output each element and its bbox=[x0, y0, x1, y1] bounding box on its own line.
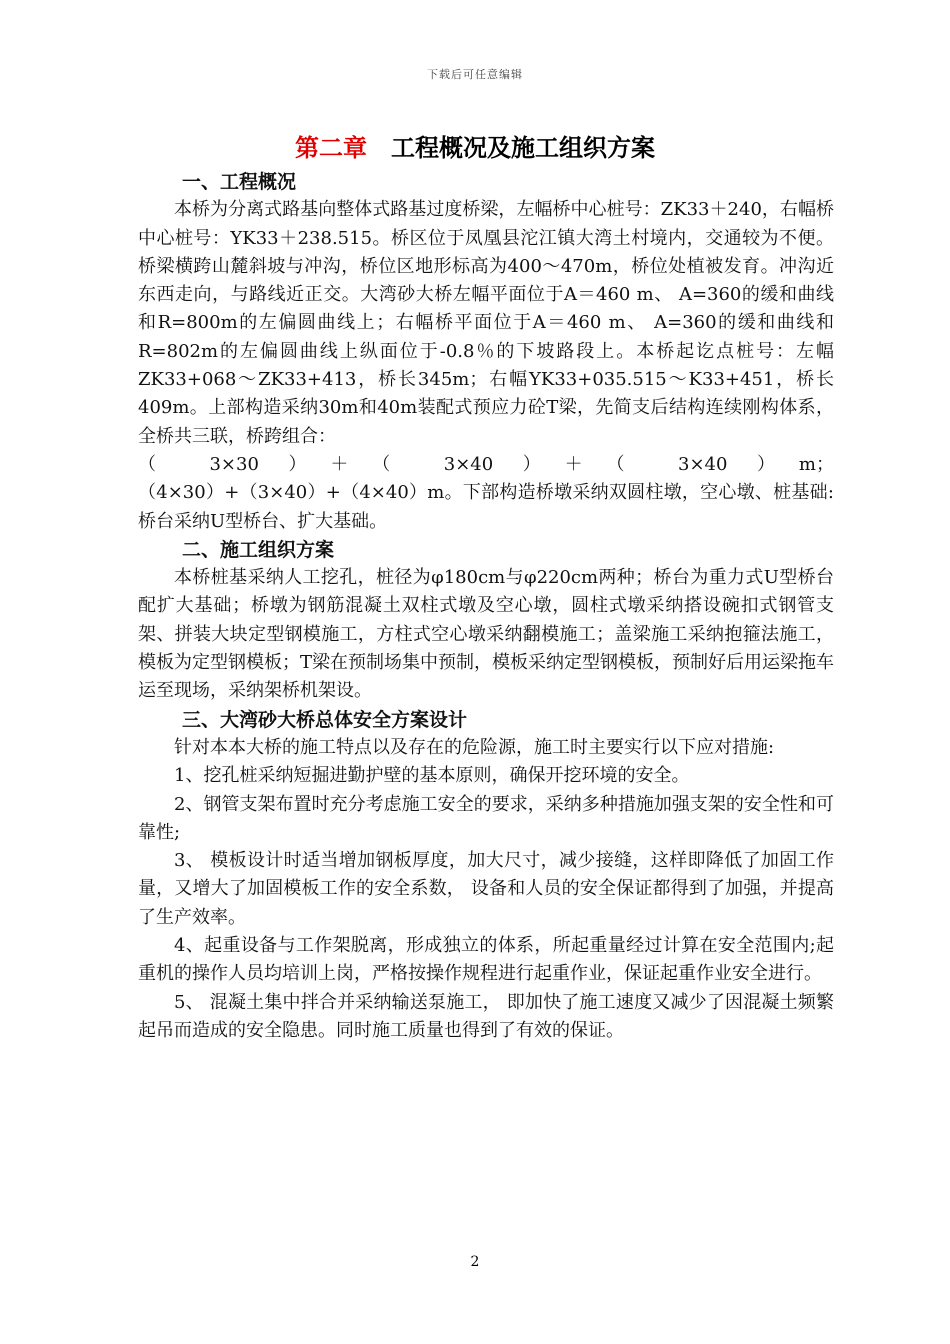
safety-item: 4、起重设备与工作架脱离，形成独立的体系，所起重量经过计算在安全范围内;起重机的操作人员均培训上岗，严格按操作规程进行起重作业，保证起重作业安全进行。 bbox=[138, 935, 834, 985]
chapter-title-text: 工程概况及施工组织方案 bbox=[391, 133, 655, 162]
section-heading-construction-plan: 二、施工组织方案 bbox=[182, 538, 335, 561]
safety-plan-intro: 针对本本大桥的施工特点以及存在的危险源，施工时主要实行以下应对措施: bbox=[174, 736, 775, 758]
chapter-number: 第二章 bbox=[295, 133, 367, 162]
section-heading-overview: 一、工程概况 bbox=[182, 171, 297, 193]
section-heading-safety-plan: 三、大湾砂大桥总体安全方案设计 bbox=[182, 708, 468, 731]
safety-item: 5、 混凝土集中拌合并采纳输送泵施工， 即加快了施工速度又减少了因混凝土频繁起吊而造成的安全隐患。同时施工质量也得到了有效的保证。 bbox=[138, 991, 834, 1041]
safety-item: 2、钢管支架布置时充分考虑施工安全的要求，采纳多种措施加强支架的安全性和可靠性; bbox=[138, 793, 834, 843]
page-number: 2 bbox=[470, 1254, 480, 1270]
overview-span-combination: （ 3×30 ）＋（ 3×40 ）＋（ 3×40 ）m； bbox=[138, 453, 834, 475]
overview-paragraph-continued: （4×30）+（3×40）+（4×40）m。下部构造桥墩采纳双圆柱墩，空心墩、桩基础:桥台采纳U型桥台、扩大基础。 bbox=[138, 482, 835, 532]
chapter-title bbox=[0, 128, 950, 163]
safety-item: 1、挖孔桩采纳短掘进勤护壁的基本原则，确保开挖环境的安全。 bbox=[174, 765, 690, 787]
page-header-note: 下载后可任意编辑 bbox=[427, 68, 523, 81]
construction-plan-paragraph: 本桥桩基采纳人工挖孔，桩径为φ180cm与φ220cm两种；桥台为重力式U型桥台配扩大基础；桥墩为钢筋混凝土双柱式墩及空心墩，圆柱式墩采纳搭设碗扣式钢管支架、拼装大块定型钢模施工，方柱式空心墩采纳翻模施工；盖梁施工采纳抱箍法施工，模板为定型钢模板；T梁在预制场集中预制，模板采纳定型钢模板，预制好后用运梁拖车运至现场，采纳架桥机架设。 bbox=[138, 567, 835, 702]
overview-paragraph: 本桥为分离式路基向整体式路基过度桥梁，左幅桥中心桩号：ZK33＋240，右幅桥中心桩号：YK33＋238.515。桥区位于凤凰县沱江镇大湾土村境内，交通较为不便。桥梁横跨山麓斜坡与冲沟，桥位区地形标高为400～470m，桥位处植被发育。冲沟近东西走向，与路线近正交。大湾砂大桥左幅平面位于A＝460 m、 A=360的缓和曲线和R=800m的左偏圆曲线上；右幅桥平面位于A＝460 m、 A=360的缓和曲线和R=802m的左偏圆曲线上纵面位于-0.8％的下坡路段上。本桥起讫点桩号：左幅ZK33+068～ZK33+413，桥长345m；右幅YK33+035.515～K33+451，桥长409m。上部构造采纳30m和40m装配式预应力砼T梁，先简支后结构连续刚构体系，全桥共三联，桥跨组合： bbox=[138, 199, 834, 447]
document-body bbox=[138, 168, 834, 1045]
safety-item: 3、 模板设计时适当增加钢板厚度，加大尺寸，减少接缝，这样即降低了加固工作量，又增大了加固模板工作的安全系数， 设备和人员的安全保证都得到了加强，并提高了生产效率。 bbox=[138, 850, 834, 928]
